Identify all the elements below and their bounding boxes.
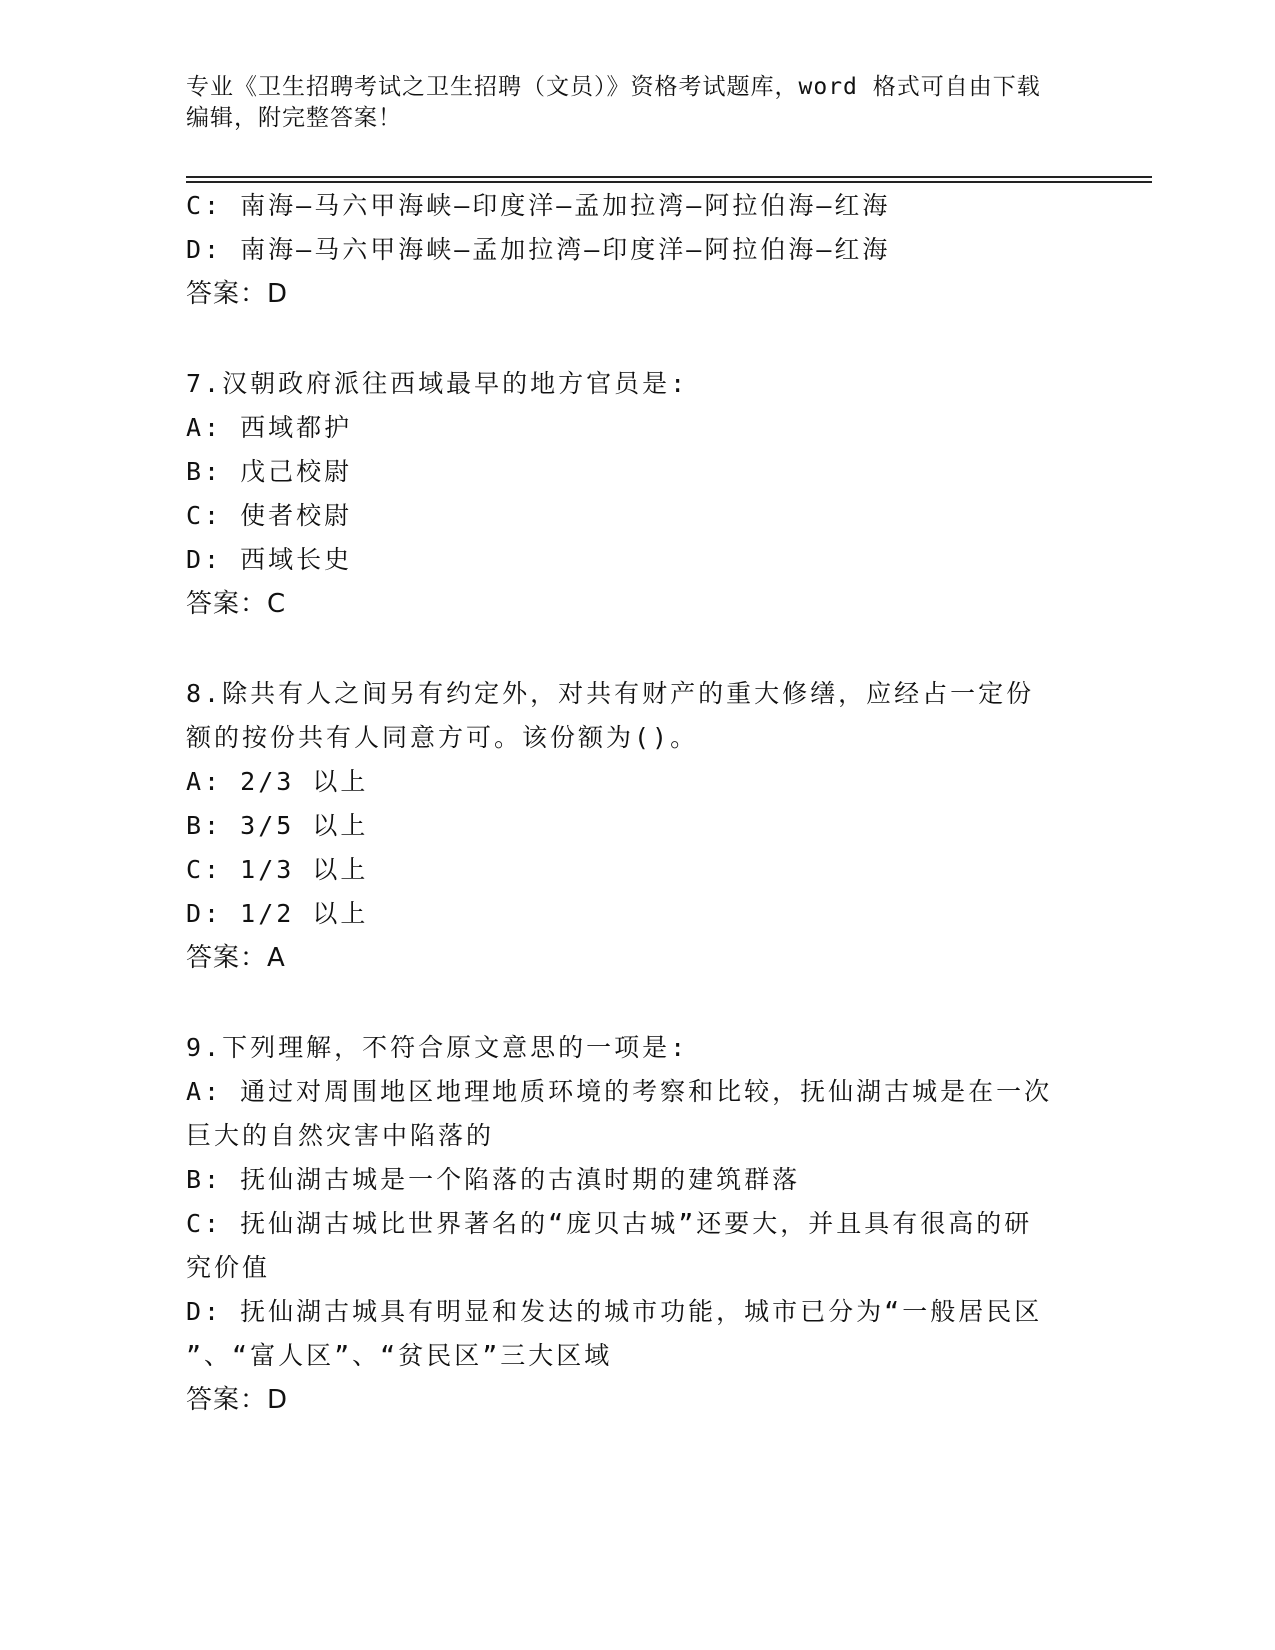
q8-option-d: D: 1/2 以上 [186, 899, 369, 928]
q8-answer: 答案：A [186, 943, 286, 973]
q8-option-a: A: 2/3 以上 [186, 767, 369, 796]
q9-option-c-line-2: 究价值 [186, 1253, 271, 1282]
q9-option-a-line-2: 巨大的自然灾害中陷落的 [186, 1121, 495, 1150]
header-line-2: 编辑，附完整答案！ [186, 105, 402, 131]
q9-option-a-line-1: A: 通过对周围地区地理地质环境的考察和比较，抚仙湖古城是在一次 [186, 1077, 1053, 1106]
q7-answer: 答案：C [186, 589, 287, 619]
q9-answer: 答案：D [186, 1385, 289, 1415]
q6-answer: 答案：D [186, 279, 289, 309]
q8-question-line-1: 8.除共有人之间另有约定外，对共有财产的重大修缮，应经占一定份 [186, 679, 1035, 708]
q9-option-d-line-1: D: 抚仙湖古城具有明显和发达的城市功能，城市已分为“一般居民区 [186, 1297, 1043, 1326]
q8-option-b: B: 3/5 以上 [186, 811, 369, 840]
q6-option-d: D: 南海—马六甲海峡—孟加拉湾—印度洋—阿拉伯海—红海 [186, 235, 891, 264]
q6-option-c: C: 南海—马六甲海峡—印度洋—孟加拉湾—阿拉伯海—红海 [186, 191, 891, 220]
q7-option-a: A: 西域都护 [186, 413, 353, 442]
header-rule-bottom [186, 181, 1152, 183]
q7-option-b: B: 戊己校尉 [186, 457, 353, 486]
q7-question: 7.汉朝政府派往西域最早的地方官员是: [186, 369, 689, 398]
q9-option-b: B: 抚仙湖古城是一个陷落的古滇时期的建筑群落 [186, 1165, 801, 1194]
q9-question: 9.下列理解，不符合原文意思的一项是: [186, 1033, 689, 1062]
q7-option-c: C: 使者校尉 [186, 501, 353, 530]
header-rule-top [186, 176, 1152, 178]
q8-question-line-2: 额的按份共有人同意方可。该份额为()。 [186, 723, 699, 752]
q9-option-c-line-1: C: 抚仙湖古城比世界著名的“庞贝古城”还要大，并且具有很高的研 [186, 1209, 1033, 1238]
header-line-1: 专业《卫生招聘考试之卫生招聘（文员）》资格考试题库，word 格式可自由下载 [186, 74, 1041, 100]
q7-option-d: D: 西域长史 [186, 545, 353, 574]
document-header [186, 72, 1066, 134]
q8-option-c: C: 1/3 以上 [186, 855, 369, 884]
q9-option-d-line-2: ”、“富人区”、“贫民区”三大区域 [186, 1341, 613, 1370]
